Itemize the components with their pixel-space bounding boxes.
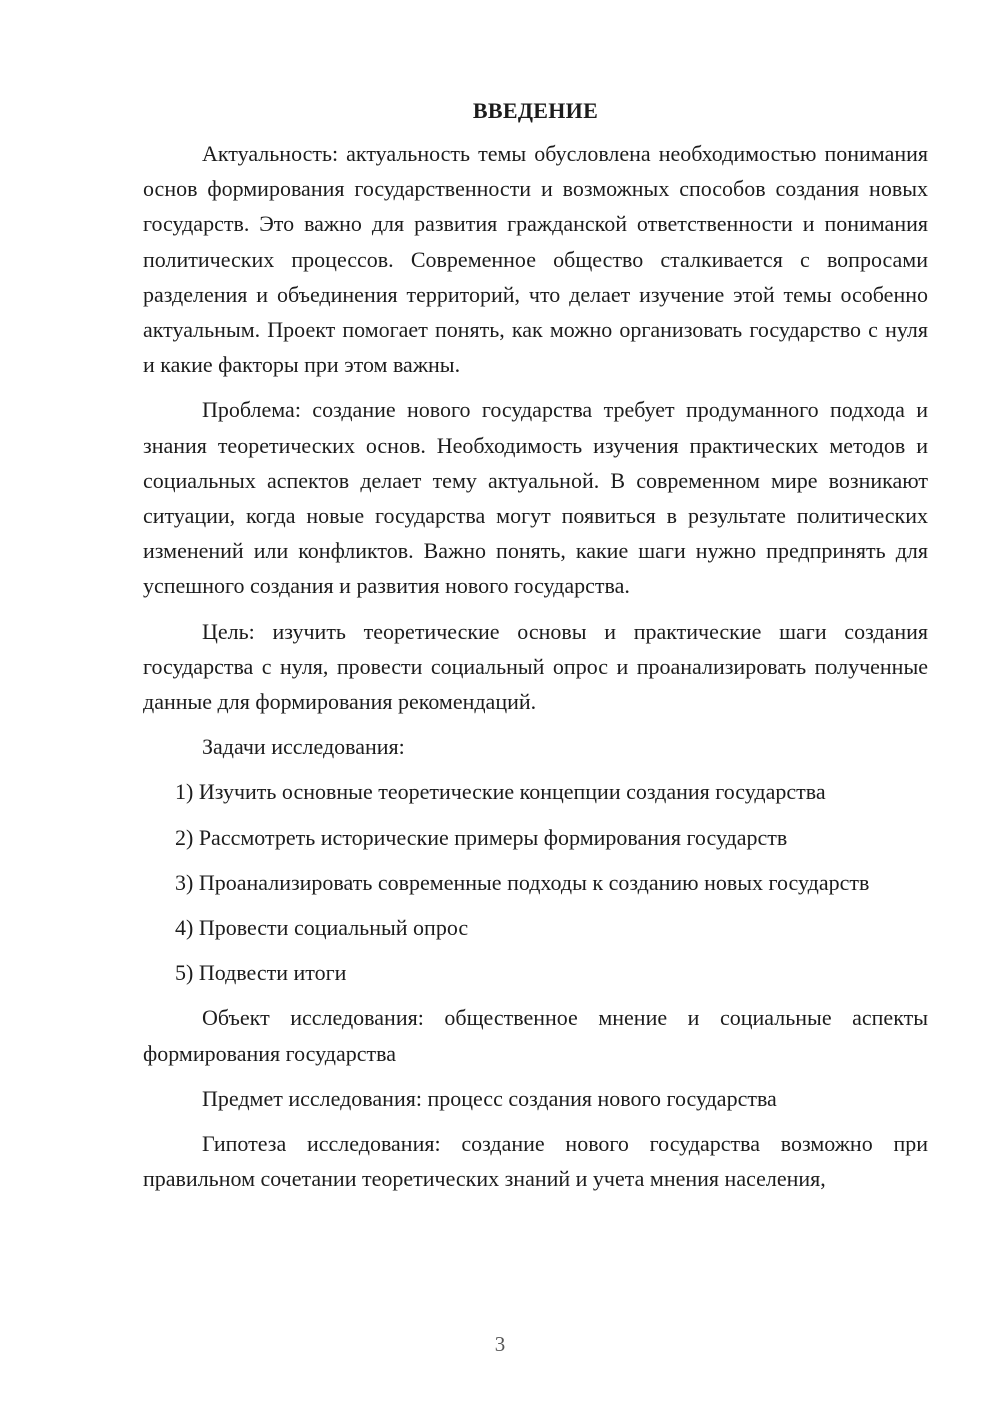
paragraph-object: Объект исследования: общественное мнение и социальные аспекты формирования государства [143, 1005, 928, 1066]
paragraph-subject: Предмет исследования: процесс создания нового государства [202, 1085, 777, 1111]
task-item: 5) Подвести итоги [175, 960, 347, 986]
task-item: 3) Проанализировать современные подходы к созданию новых государств [175, 869, 870, 895]
paragraph-problem: Проблема: создание нового государства требует продуманного подхода и знания теоретических основ. Необходимость изучения практических методов и социальных аспектов делает тему актуальной. В современном мире возникают ситуации, когда новые государства могут появиться в результате политических изменений или конфликтов. Важно понять, какие шаги нужно предпринять для успешного создания и развития нового государства. [143, 397, 928, 599]
task-item: 2) Рассмотреть исторические примеры формирования государств [175, 824, 788, 850]
page-number: 3 [494, 1332, 506, 1356]
task-item: 4) Провести социальный опрос [175, 915, 469, 941]
paragraph-relevance: Актуальность: актуальность темы обусловлена необходимостью понимания основ формирования государственности и возможных способов создания новых государств. Это важно для развития гражданской ответственности и понимания политических процессов. Современное общество сталкивается с вопросами разделения и объединения территорий, что делает изучение этой темы особенно актуальным. Проект помогает понять, как можно организовать государство с нуля и какие факторы при этом важны. [143, 141, 928, 378]
page-heading: ВВЕДЕНИЕ [472, 98, 599, 123]
task-item: 1) Изучить основные теоретические концепции создания государства [175, 779, 826, 805]
paragraph-tasks-title: Задачи исследования: [202, 734, 405, 760]
paragraph-hypothesis: Гипотеза исследования: создание нового государства возможно при правильном сочетании теоретических знаний и учета мнения населения, [143, 1131, 928, 1192]
page-body [143, 96, 928, 1206]
paragraph-goal: Цель: изучить теоретические основы и практические шаги создания государства с нуля, провести социальный опрос и проанализировать полученные данные для формирования рекомендаций. [143, 618, 928, 715]
